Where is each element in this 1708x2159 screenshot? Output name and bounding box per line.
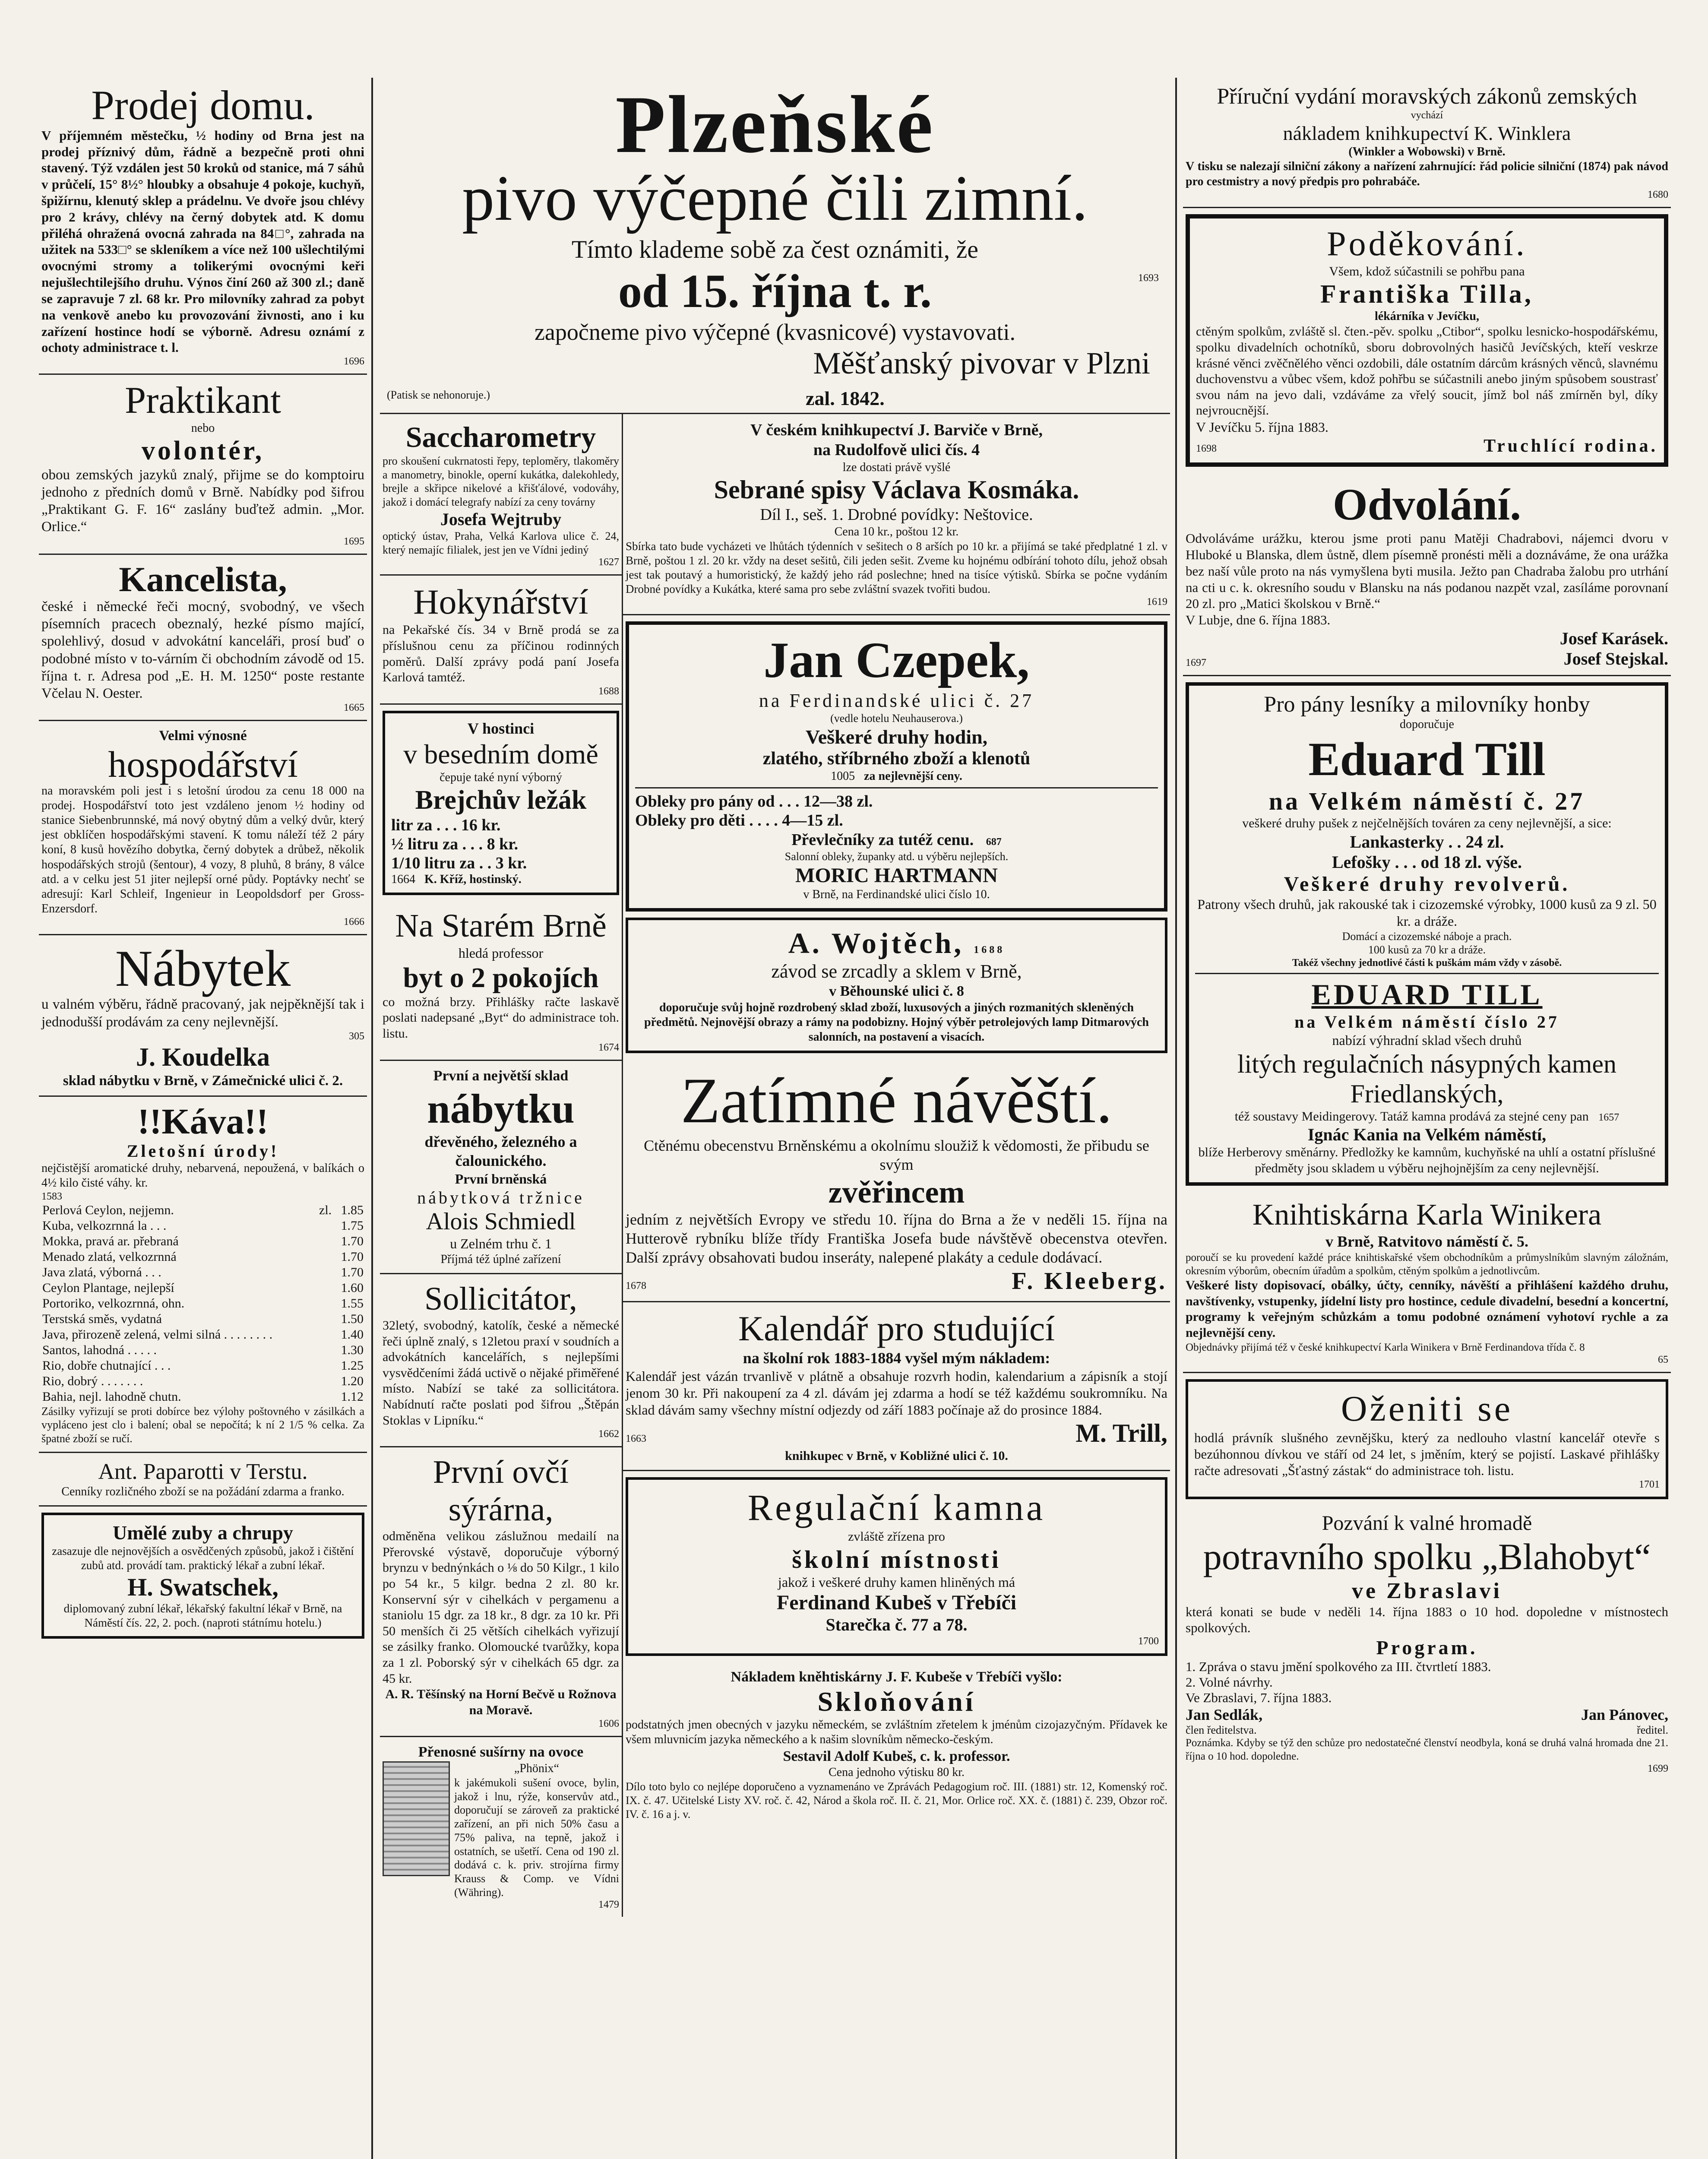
price-unit [318, 1358, 335, 1374]
ad-number: 1657 [1598, 1111, 1619, 1123]
ad-price: Obleky pro děti . . . . 4—15 zl. [635, 811, 843, 830]
ad-sollicitator [380, 1274, 622, 1447]
ad-text: V tisku se nalezají silniční zákony a nařízení zahrnující: řád policie silniční (1874) pak návod pro cestmistry a nový předpis pro pohrabáče. [1186, 160, 1668, 188]
price-unit [318, 1296, 335, 1311]
ad-text: na Pekařské čís. 34 v Brně prodá se za příslušnou cenu za příčinou rodinných poměrů. Další zprávy podá paní Josefa Karlová tamtéž. [383, 623, 619, 685]
ad-line: Objednávky přijímá též v české knihkupectví Karla Winikera v Brně Ferdinandova třída č. 8 [1186, 1341, 1585, 1353]
dryer-illustration [383, 1761, 450, 1876]
ad-text: doporučuje svůj hojně rozdrobený sklad zboží, luxusových a jiných rozmanitých skleněných předmětů. Nejnovější obrazy a rámy na podobizny. Hojný výběr petrolejových lamp Ditmarových salonních, na postavení a visacích. [644, 1000, 1149, 1044]
price-value: 1.55 [341, 1296, 364, 1311]
ad-plzenske-pivo [380, 78, 1170, 414]
price-item: Menado zlatá, velkozrnná [42, 1249, 177, 1264]
ad-title: Knihtiskárna Karla Winikera [1252, 1198, 1602, 1232]
ad-line: Pro pány lesníky a milovníky honby [1264, 692, 1590, 717]
ad-line: na Rudolfově ulici čís. 4 [813, 441, 980, 459]
price-row [41, 1218, 364, 1234]
ad-title: Saccharometry [405, 421, 596, 453]
ad-product: Brejchův ležák [415, 785, 587, 815]
price-value: 1.85 [341, 1203, 364, 1217]
ad-number: 1700 [1138, 1635, 1159, 1647]
ad-title: hospodářství [108, 743, 298, 785]
ad-number: 1695 [344, 535, 364, 547]
ad-number: 1699 [1648, 1763, 1668, 1775]
ad-price: ½ litru za . . . 8 kr. [391, 835, 519, 853]
ad-hospodarstvi [39, 721, 367, 935]
ad-title: !!Káva!! [137, 1102, 269, 1142]
ad-nabytek-koudelka [39, 935, 367, 1097]
ad-czepek [626, 621, 1167, 912]
ad-price: Obleky pro pány od . . . 12—38 zl. [635, 792, 873, 811]
ad-text-2: Patrony všech druhů, jak rakouské tak i cizozemské výrobky, 1000 kusů za 9 zl. 50 kr. a dráže. [1197, 896, 1657, 929]
ad-number: 1698 [1196, 443, 1217, 455]
ad-product: „Phönix“ [514, 1761, 560, 1775]
ad-signature: Jan Sedlák, [1186, 1706, 1263, 1724]
ad-text: Ctěnému obecenstvu Brněnskému a okolnímu sloužiž k vědomosti, že přibudu se svým [644, 1137, 1149, 1174]
price-unit [318, 1342, 335, 1358]
price-item: Java zlatá, výborná . . . [42, 1265, 161, 1279]
ad-line: Příjmá též úplné zařízení [440, 1252, 561, 1266]
ad-number: 1583 [41, 1190, 62, 1202]
price-row [41, 1327, 364, 1342]
ad-line: lékárníka v Jevíčku, [1375, 310, 1479, 323]
price-item: Bahia, nejl. lahodně chutn. [42, 1389, 181, 1404]
ad-subtitle: Velmi výnosné [159, 728, 247, 744]
ad-text: blíže Herberovy směnárny. Předložky ke kamnům, kuchyňské na uhlí a ostatní příslušné předměty jsou skladem u výběru nejhojnějším za ceny nejlevnější. [1198, 1145, 1656, 1175]
price-item: Kuba, velkozrnná la . . . [42, 1218, 167, 1233]
ad-name: F. Kleeberg. [1012, 1267, 1167, 1295]
price-row [41, 1280, 364, 1296]
ad-text: 32letý, svobodný, katolík, české a německé řeči úplně znalý, s 12letou praxí v soudních a advokátních kancelářích, s nejlepšími vysvědčeními žádá uctivě o nějaké přiměřené místo. Nabízí se také za sollicitátora. Nabídnutí račte poslati pod šifrou „Štěpán Stoklas v Lipníku.“ [383, 1318, 619, 1428]
ad-line: První a největší sklad [433, 1067, 569, 1084]
ad-year: zal. 1842. [806, 387, 885, 409]
ad-title: Kancelista, [119, 559, 287, 599]
price-value: 1.25 [341, 1358, 364, 1373]
ad-regulacni-kamna [626, 1477, 1167, 1656]
ad-address: na Ferdinandské ulici č. 27 [759, 690, 1034, 712]
ad-signature-role: člen ředitelstva. [1186, 1724, 1257, 1737]
ad-winiker [1183, 1192, 1671, 1373]
ad-text: hodlá právník slušného zevnějšku, který za nedlouho vlastní kancelář otevře s bezúhonnou dívkou ve stáří od 24 let, s jměním, který se pojistí. Laskavé přihlášky račte adresovati „Šťastný zástak“ do administrace toh. listu. [1194, 1430, 1660, 1478]
ad-place: ve Zbraslavi [1352, 1578, 1502, 1603]
ad-subtitle: Zletošní úrody! [127, 1141, 279, 1161]
price-item: Terstská směs, vydatná [42, 1311, 162, 1326]
ad-text-2: jedním z největších Evropy ve středu 10. října do Brna a že v neděli 15. října na Hutterově rybníku blíže třídy Františka Josefa bude návštěvě obecenstva otevřen. Další zprávy obsahovati budou inseráty, nalepené plakáty a cedule dodávací. [626, 1211, 1167, 1266]
ad-line: zlatého, stříbrného zboží a klenotů [762, 748, 1031, 769]
ad-odvolani [1183, 473, 1671, 676]
ad-text: ctěným spolkům, zvláště sl. čten.-pěv. spolku „Ctibor“, spolku lesnicko-hospodářskému, spolku divadelních ochotníků, sboru dobrovolných hasičů Jevíčských, kteří veskrze krásné věnci zvěčnělého věnci ozdobili, dále ostatním dárcům krásných věnců, slavnému duchovenstvu a vůbec všem, kdož pohřbu se súčastnili anebo jiným spůsobem soustrasť svou nám na jevo dali, vzdáváme za vřelý soucit, jímž bol náš zmírněn byl, díky nejvroucnější. [1196, 324, 1658, 418]
ad-text: co možná brzy. Přihlášky račte laskavě poslati nadepsané „Byt“ do administrace toh. listu. [383, 994, 619, 1041]
price-item: Ceylon Plantage, nejlepší [42, 1280, 174, 1295]
ad-number: 1665 [344, 702, 364, 714]
ad-line: nábytková tržnice [417, 1187, 585, 1207]
ad-note: Zásilky vyřizují se proti dobírce bez výlohy poštovného v zásilkách a vypláceno jest clo i balení; obal se nepočítá; k ní 2 1/5 % celka. Za špatné zboží se ručí. [41, 1405, 364, 1445]
ad-line: Pozvání k valné hromadě [1322, 1511, 1532, 1535]
price-row [41, 1374, 364, 1389]
price-item: Rio, dobře chutnající . . . [42, 1358, 171, 1373]
ad-line: Sestavil Adolf Kubeš, c. k. professor. [783, 1748, 1010, 1764]
ad-title: Sebrané spisy Václava Kosmáka. [714, 475, 1079, 504]
ad-number: 305 [349, 1030, 364, 1042]
ad-number: 1680 [1648, 189, 1668, 200]
ad-address: knihkupec v Brně, v Kobližné ulici č. 10. [785, 1448, 1008, 1463]
ad-number: 65 [1658, 1354, 1668, 1366]
ad-line: (Winkler a Wobowski) v Brně. [1348, 145, 1506, 159]
ad-text: Tímto klademe sobě za čest oznámiti, že [571, 235, 979, 263]
ad-title: První ovčí sýrárna, [433, 1454, 569, 1528]
ad-line: V českém knihkupectví J. Barviče v Brně, [750, 421, 1043, 439]
ad-oženiti-se [1186, 1379, 1668, 1499]
ad-title: Nábytek [115, 940, 291, 997]
ad-line: hledá professor [458, 945, 544, 961]
ad-price: litr za . . . 16 kr. [391, 816, 501, 834]
ad-prodej-domu [39, 78, 367, 375]
ad-line: Všem, kdož súčastnili se pohřbu pana [1329, 264, 1525, 279]
ad-title: Na Starém Brně [395, 907, 607, 944]
ad-signature: Jan Pánovec, [1581, 1706, 1668, 1724]
ad-title: Zatímné návěští. [680, 1065, 1113, 1137]
ad-number: 1693 [1138, 272, 1159, 284]
ad-praktikant [39, 375, 367, 555]
ad-number: 1701 [1639, 1478, 1660, 1490]
price-item: Portoriko, velkozrnná, ohn. [42, 1296, 185, 1311]
ad-place: Ve Zbraslavi, 7. října 1883. [1186, 1690, 1332, 1706]
ad-name: Josefa Wejtruby [440, 509, 562, 529]
ad-text: u valném výběru, řádně pracovaný, jak nejpěknější tak i jednodušší prodávám za ceny nejlevnější. [41, 997, 364, 1030]
price-value: 1.70 [341, 1234, 364, 1248]
ad-price: Lefošky . . . od 18 zl. výše. [1332, 852, 1522, 872]
ad-number: 1697 [1186, 657, 1206, 668]
ad-number: 1663 [626, 1433, 646, 1444]
ad-signature-role: ředitel. [1637, 1724, 1668, 1737]
ad-number: 687 [986, 836, 1002, 848]
ad-number: 1479 [598, 1899, 619, 1911]
ad-kancelista [39, 555, 367, 722]
ad-line: 100 kusů za 70 kr a dráže. [1368, 943, 1486, 956]
price-item: Rio, dobrý . . . . . . . [42, 1374, 143, 1388]
ad-number: 1619 [1147, 596, 1167, 608]
ad-address: v Brně, na Ferdinandské ulici číslo 10. [803, 888, 990, 902]
ad-line: V hostinci [467, 719, 535, 737]
ad-title: Oženiti se [1341, 1389, 1513, 1429]
ad-place: V Lubje, dne 6. října 1883. [1186, 612, 1331, 628]
price-value: 1.70 [341, 1249, 364, 1264]
ad-name: M. Trill, [1075, 1418, 1167, 1447]
ad-number: 1674 [598, 1042, 619, 1053]
ad-name: A. R. Těšínský na Horní Bečvě u Rožnova na Moravě. [385, 1687, 617, 1717]
ad-line: závod se zrcadly a sklem v Brně, [771, 961, 1022, 982]
ad-signature: Truchlící rodina. [1483, 436, 1658, 456]
ad-note: Poznámka. Kdyby se týž den schůze pro nedostatečné členství neodbyla, koná se druhá valná hromada dne 21. října o 10 hod. dopoledne. [1186, 1737, 1668, 1762]
ad-hostinec [383, 711, 619, 895]
price-unit [318, 1265, 335, 1280]
ad-phoenix [380, 1737, 622, 1917]
ad-title: Přenosné sušírny na ovoce [418, 1744, 584, 1760]
ad-title: Hokynářství [413, 582, 588, 622]
ad-text: na moravském poli jest i s letošní úrodou za cenu 18 000 na prodej. Hospodářství toto jest vzdáleno jenom ½ hodiny od stanice Siebenbrunnské, má nový obytný dům a velký dvůr, který jest obklíčen hospodářskými stavení. K tomu náleží též 2 páry koní, 8 kusů hovězího dobytka, černý dobytek a drůbež, několik hospodářských strojů (šentour), 4 vozy, 8 pluhů, 8 brány, 8 válce atd. a v celku jest 51 jiter nejlepší orné půdy. Poptávky nechť se adresují: Karl Schleif, Ingenieur in Leopoldsdorf per Gross-Enzersdorf. [41, 784, 364, 916]
price-value: 1.40 [341, 1327, 364, 1342]
ad-nabytku-schmiedl [380, 1061, 622, 1275]
price-item: Santos, lahodná . . . . . [42, 1342, 157, 1357]
ad-address: Starečka č. 77 a 78. [826, 1615, 968, 1634]
ad-zuby [41, 1513, 364, 1639]
ad-name: J. Koudelka [136, 1042, 270, 1071]
ad-title: Kalendář pro studující [738, 1308, 1055, 1348]
ad-price: Cena jednoho výtisku 80 kr. [829, 1765, 965, 1779]
ad-price: Lankasterky . . 24 zl. [1350, 832, 1504, 852]
price-unit [318, 1389, 335, 1405]
ad-product: litých regulačních násypných kamen [1237, 1049, 1617, 1078]
price-unit [318, 1327, 335, 1342]
price-row [41, 1342, 364, 1358]
ad-title: Příruční vydání moravských zákonů zemských [1217, 84, 1637, 109]
column-rule [1175, 78, 1177, 2159]
price-row [41, 1358, 364, 1374]
price-value: 1.50 [341, 1311, 364, 1326]
ad-text: podstatných jmen obecných v jazyku německém, se zvláštním zřetelem k jménům cizojazyčným. Přídavek ke všem mluvnicím jazyka německého a k našim slovníkům německo-českým. [626, 1718, 1167, 1747]
newspaper-page [39, 78, 1671, 2159]
ad-text: nejčistější aromatické druhy, nebarvená, nepoužená, v balíkách o 4½ kilo čisté váhy. kr. [41, 1162, 364, 1190]
ad-text: pro skoušení cukrnatosti řepy, teploměry, tlakoměry a manometry, binokle, operní kukátka, dalekohledy, brejle a skřipce nikelové a křišťálové, vodováhy, jakož i domácí telegrafy nabízí za ceny továrny [383, 455, 619, 509]
ad-line: Veškeré druhy hodin, [805, 725, 988, 748]
ad-number: 1662 [598, 1428, 619, 1440]
ad-address: optický ústav, Praha, Velká Karlova ulice č. 24, který nemajíc filialek, jest jen ve Vídni jediný [383, 529, 619, 556]
ad-text: zasazuje dle nejnovějších a osvědčených způsobů, jakož i čištění zubů atd. provádí tam. praktický lékař a zubní lékař. [52, 1544, 354, 1572]
ad-line: za nejlevnější ceny. [864, 769, 962, 783]
ad-price: Cena 10 kr., poštou 12 kr. [834, 525, 959, 539]
ad-podekovani [1186, 214, 1668, 467]
ad-kalendar [623, 1302, 1170, 1472]
ad-address: na Velkém náměstí č. 27 [1268, 787, 1585, 816]
price-table [41, 1203, 364, 1405]
price-row [41, 1389, 364, 1405]
ad-title: Poděkování. [1327, 225, 1527, 263]
price-item: Perlová Ceylon, nejjemn. [42, 1203, 174, 1217]
ad-price: Převlečníky za tutéž cenu. [791, 831, 974, 849]
ad-eduard-till-pusky [1186, 682, 1668, 1186]
ad-line: První brněnská [455, 1171, 547, 1187]
ad-stare-brno [380, 901, 622, 1061]
ad-number: 1606 [598, 1718, 619, 1730]
ad-title: Skloňování [817, 1686, 976, 1717]
ad-text: Odvoláváme urážku, kterou jsme proti panu Matěji Chadrabovi, nájemci dvoru v Hluboké u Blanska, dlem ůstně, dlem písemně pronésti měli a doznáváme, že ona urážka bez naší vůle proto na nás vymyšlena byti musila. Ježto pan Chadraba žalobu pro utrhání na cti u c. k. okresního soudu v Blansku na nás podanou nazpět vzal, zasíláme porovnaní 20 zl. pro „Matici školskou v Brně.“ [1186, 531, 1668, 611]
ad-title: Praktikant [125, 380, 281, 422]
ad-title-2: volontér, [141, 436, 265, 465]
ad-number: 1666 [344, 916, 364, 928]
ad-note: (vedle hotelu Neuhauserova.) [830, 712, 963, 725]
ad-title: Prodej domu. [91, 82, 315, 128]
ad-number: 1664 [391, 872, 415, 886]
ad-title: Ant. Paparotti v Terstu. [98, 1459, 308, 1484]
ad-name: Ignác Kania na Velkém náměstí, [1307, 1125, 1547, 1145]
ad-title: Jan Czepek, [763, 632, 1030, 689]
price-value: 1.60 [341, 1280, 364, 1295]
price-row [41, 1203, 364, 1218]
ad-text-2: Veškeré listy dopisovací, obálky, účty, cenníky, návěští a přihlášení každého druhu, navštívenky, vstupenky, jídelní listy pro hostince, cedule divadelní, besední a koncertní, programy k veřejným schůzkám a tomu podobné oznámení vyhotoví rychle a za nejlevnější ceny. [1186, 1278, 1668, 1340]
ad-paparotti [39, 1453, 367, 1507]
ad-name: Alois Schmiedl [426, 1208, 576, 1235]
ad-name: MORIC HARTMANN [795, 864, 998, 887]
ad-name: K. Kříž, hostinský. [424, 872, 522, 886]
ad-number: 1005 [831, 769, 855, 783]
ad-text: Sbírka tato bude vycházeti ve lhůtách týdenních v sešitech o 8 arších po 10 kr. a přijímá se také předplatné 1 zl. v Brně, poštou 1 zl. 20 kr. vždy na deset sešitů, čili jeden sešit. Zveme ku hojnému odbírání tohoto dílu, jehož obsah jest tak poutavý a humoristický, že každý jeho rád poslechne; hned na tisíce výtisků. Sbírka se počne vydáním Drobné povídky a Kukátka, které sama pro sebe zvláštní svazek tvořiti budou. [626, 540, 1167, 596]
ad-address: sklad nábytku v Brně, v Zámečnické ulici č. 2. [63, 1073, 343, 1089]
price-unit [318, 1311, 335, 1327]
column-left [39, 78, 367, 2159]
ad-title-2: byt o 2 pokojích [403, 962, 599, 994]
ad-name: H. Swatschek, [127, 1573, 278, 1601]
price-row [41, 1265, 364, 1280]
ad-line: též soustavy Meidingerovy. Tatáž kamna prodává za stejné ceny pan [1234, 1109, 1589, 1124]
ad-number: 1678 [626, 1280, 646, 1292]
ad-title: Eduard Till [1308, 733, 1546, 786]
ad-text-2: diplomovaný zubní lékař, lékařský fakultní lékař v Brně, na Náměstí čís. 22, 2. poch. (naproti státnímu hotelu.) [63, 1602, 342, 1629]
ad-line: čepuje také nyní výborný [440, 770, 562, 784]
ad-title: potravního spolku „Blahobyt“ [1203, 1535, 1651, 1577]
ad-address: v Běhounské ulici č. 8 [829, 983, 964, 1000]
ad-number: 1688 [974, 944, 1005, 956]
ad-signature: Josef Stejskal. [1563, 649, 1668, 668]
ad-text: V příjemném městečku, ½ hodiny od Brna jest na prodej příznivý dům, řádně a bezpečně proti ohni stavený. Týž vzdálen jest 50 kroků od stanice, má 7 sáhů v průčelí, 15° 8½° hloubky a obsahuje 4 pokoje, kuchyň, špižírnu, klenutý sklep a prádelnu. Ve dvoře jsou chlévy pro 2 krávy, chlévy na černý dobytek atd. K domu přiléhá ohražená ovocná zahrada na 84□°, zahrada na užitek na 533□° se skleníkem a více než 100 ušlechtilými ovocnými stromy a tolikerými ovocnými keři nejušlechtilejšího druhu. Výnos činí 260 až 300 zl.; daně se zapravuje 7 zl. 68 kr. Pro milovníky zahrad za pobyt na venkově anebo ku provozování živnosti, ano i ku zařízení hostince hodí se výborně. Adresu oznámí z ochoty administrace t. l. [41, 127, 364, 355]
ad-title: Sollicitátor, [424, 1281, 577, 1317]
ad-place: V Jevíčku 5. října 1883. [1196, 419, 1328, 435]
ad-title: Regulační kamna [747, 1487, 1046, 1529]
ad-line: vychází [1411, 110, 1443, 121]
price-value: 1.20 [341, 1374, 364, 1388]
ad-program: Program. [1376, 1637, 1478, 1659]
price-row [41, 1296, 364, 1311]
ad-line: Salonní obleky, županky atd. u výběru nejlepších. [784, 850, 1009, 863]
ad-line: dřevěného, železného a čalounického. [424, 1133, 577, 1169]
ad-text-2: započneme pivo výčepné (kvasnicové) vystavovati. [534, 319, 1016, 345]
ad-number: 1696 [344, 356, 364, 367]
ad-brewery: Měšťanský pivovar v Plzni [813, 346, 1150, 380]
price-value: 1.12 [341, 1389, 364, 1404]
price-row [41, 1311, 364, 1327]
ad-subtitle: pivo výčepné čili zimní. [462, 162, 1088, 234]
ad-line: zvláště zřízena pro [848, 1529, 945, 1544]
ad-syrarna [380, 1447, 622, 1737]
ad-wojtech [626, 918, 1167, 1053]
ad-title: Odvolání. [1332, 480, 1521, 530]
ad-text: Cenníky rozličného zboží se na požádání zdarma a franko. [61, 1485, 345, 1498]
ad-line: nákladem knihkupectví K. Winklera [1283, 122, 1571, 145]
ad-title: A. Wojtěch, [788, 927, 964, 960]
ad-blahobyt [1183, 1505, 1671, 1781]
price-row [41, 1234, 364, 1249]
ad-title: v besedním domě [403, 738, 598, 769]
column-right [1183, 78, 1671, 2159]
ad-line: Domácí a cizozemské náboje a prach. [1342, 930, 1512, 943]
ad-text: poroučí se ku provedení každé práce knihtiskařské všem obchodníkům a průmyslníkům slavným záložnám, okresním výborům, obecním úřadům a spolkům, ctěným spolkům a jednotlivcům. [1186, 1252, 1668, 1277]
ad-price: 1/10 litru za . . 3 kr. [391, 854, 527, 872]
ad-barvic-kosmak [623, 414, 1170, 615]
ad-signature: Josef Karásek. [1559, 628, 1668, 648]
ad-text: obou zemských jazyků znalý, přijme se do komptoiru jednoho z předních domů v Brně. Nabídky pod šifrou „Praktikant G. F. 16“ zaslány buďtež admin. „Mor. Orlice.“ [41, 467, 364, 535]
price-item: Java, přirozeně zelená, velmi silná . . . . . . . . [42, 1327, 273, 1342]
price-unit [318, 1374, 335, 1389]
ad-note: (Patisk se nehonoruje.) [387, 389, 490, 401]
ad-item: 2. Volné návrhy. [1186, 1675, 1273, 1690]
ad-title: Plzeňské [615, 79, 935, 170]
ad-kubes-sklonovani [623, 1662, 1170, 1827]
ad-text: která konati se bude v neděli 14. října 1883 o 10 hod. dopoledne v místnostech spolkových. [1186, 1604, 1668, 1636]
ad-line: lze dostati právě vyšlé [842, 460, 951, 474]
ad-address: na Velkém náměstí číslo 27 [1294, 1012, 1559, 1032]
price-unit [318, 1249, 335, 1265]
price-value: 1.30 [341, 1342, 364, 1357]
price-unit [318, 1218, 335, 1234]
ad-address: v Brně, Ratvitovo náměstí č. 5. [1325, 1233, 1528, 1250]
ad-line: Veškeré druhy revolverů. [1284, 872, 1570, 896]
column-rule [371, 78, 373, 2159]
price-unit [318, 1280, 335, 1296]
ad-text: veškeré druhy pušek z nejčelnějších továren za ceny nejlevnější, a sice: [1242, 816, 1612, 831]
ad-product: Friedlanských, [1350, 1079, 1504, 1108]
ad-prirucni-vydani [1183, 78, 1671, 208]
ad-title-2: školní místnosti [792, 1545, 1001, 1573]
ad-line: nabízí výhradní sklad všech druhů [1332, 1032, 1522, 1048]
ad-title: Umělé zuby a chrupy [113, 1521, 293, 1544]
ad-title-2: EDUARD TILL [1311, 978, 1543, 1011]
ad-number: 1688 [598, 685, 619, 697]
ad-line: jakož i veškeré druhy kamen hliněných má [778, 1574, 1015, 1590]
ad-text: odměněna velikou záslužnou medailí na Přerovské výstavě, doporučuje výborný brynzu v bednýnkách o ⅛ do 50 Kilgr., 1 kilo po 54 kr., 5 kilgr. bedna 2 zl. 80 kr. Konservní sýr v cihelkách v pergamenu a staniolu 15 dgr. za 18 kr., 8 dgr. za 10 kr. Při 50 menších či 25 větších cihelkách vyřizují se zásilky franko. Olomoucké tvarůžky, kopa za 1 zl. Poborský sýr v cihelkách 65 dgr. za 45 kr. [383, 1529, 619, 1686]
price-value: 1.75 [341, 1218, 364, 1233]
ad-text: k jakémukoli sušení ovoce, bylin, jakož i lnu, rýže, konservův atd., doporučují se zároveň za praktické zařízení, an při nich 50% času a 75% paliva, na tepně, jakož i ostatních, se ušetří. Cena od 190 zl. dodává c. k. priv. strojírna firmy Krauss & Comp. ve Vídni (Währing). [454, 1776, 619, 1899]
ad-line: Nákladem kněhtiskárny J. F. Kubeše v Třebíči vyšlo: [731, 1668, 1063, 1685]
ad-title: nábytku [427, 1086, 575, 1132]
column-middle [380, 78, 1170, 2159]
ad-address: u Zelném trhu č. 1 [450, 1235, 552, 1251]
ad-hokynarstvi [380, 576, 622, 704]
ad-text: Kalendář jest vázán trvanlivě v plátně a obsahuje rozvrh hodin, kalendarium a zápisník a stojí jenom 30 kr. Při nakoupení za 4 zl. dávám jej zdarma a hodí se též každému soukromníku. Na sklad dávám samy všechny místní odjezdy od září 1883 počínaje až do prosince 1884. [626, 1368, 1167, 1418]
ad-line: Takéž všechny jednotlivé části k puškám mám vždy v zásobě. [1292, 957, 1562, 969]
ad-name: Ferdinand Kubeš v Třebíči [776, 1591, 1017, 1614]
ad-line: doporučuje [1400, 717, 1454, 731]
price-item: Mokka, pravá ar. přebraná [42, 1234, 179, 1248]
price-row [41, 1249, 364, 1265]
ad-text-2: Dílo toto bylo co nejlépe doporučeno a vyznamenáno ve Zprávách Pedagogium roč. III. (1881) str. 12, Komenský roč. IX. č. 47. Učitelské Listy XV. roč. č. 42, Národ a škola roč. II. č. 21, Mor. Orlice roč. XX. č. (1881) č. 239, Obzor roč. IV. č. 16 a j. v. [626, 1780, 1167, 1820]
price-value: 1.70 [341, 1265, 364, 1279]
ad-subtitle: Díl I., seš. 1. Drobné povídky: Neštovice. [760, 505, 1033, 524]
ad-date: od 15. října t. r. [618, 265, 932, 317]
ad-item: 1. Zpráva o stavu jmění spolkového za III. čtvrtletí 1883. [1186, 1659, 1491, 1675]
ad-title-2: zvěřincem [828, 1175, 965, 1209]
ad-line: na školní rok 1883-1884 vyšel mým nákladem: [743, 1349, 1050, 1367]
ad-text: české i německé řeči mocný, svobodný, ve všech písemních pracech obeznalý, hezké písmo mající, spolehlivý, dosud v advokátní kanceláři, prosí buď o podobné místo v to-várním či obchodním závodě od 15. října t. r. Adresa pod „E. H. M. 1250“ poste restante Včelau N. Oester. [41, 598, 364, 702]
ad-number: 1627 [598, 557, 619, 568]
ad-subtitle: nebo [191, 421, 215, 435]
ad-saccharometry [380, 414, 622, 576]
ad-name: Františka Tilla, [1320, 280, 1534, 309]
price-unit: zl. [319, 1203, 332, 1217]
price-unit [318, 1234, 335, 1249]
ad-kava [39, 1097, 367, 1453]
ad-zatimne-navesti [623, 1059, 1170, 1302]
